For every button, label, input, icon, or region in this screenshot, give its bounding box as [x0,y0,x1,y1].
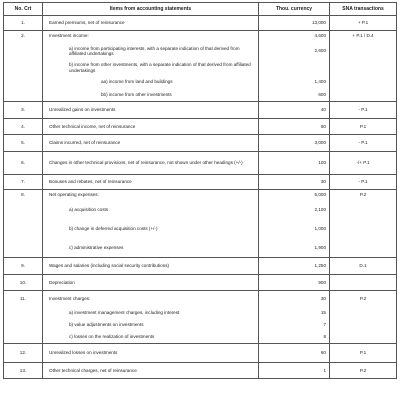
row-values [259,258,330,275]
item-value: 1,900 [314,244,326,250]
row-values [259,102,330,119]
item-value: 30 [320,295,326,301]
item-text: bb) income from other investments [101,92,172,98]
sna-value: -/+ P.1 [356,160,370,166]
row-sna [330,275,397,291]
sna-value: + P.1 [357,20,369,26]
row-sna [330,363,397,379]
row-values [259,31,330,102]
row-items [43,258,259,275]
table-row [4,363,397,379]
sna-value: + P.1 / D.4 [352,33,374,39]
item-value: 5,000 [314,192,326,198]
item-text: Claims incurred, net of reinsurance [49,140,121,146]
sna-value: - P.1 [358,140,368,146]
row-items [43,275,259,291]
item-value: 1,000 [314,225,326,231]
row-number: 4. [4,119,43,135]
row-number: 8. [4,190,43,258]
item-text: Depreciation [49,279,75,285]
item-value: 2,100 [314,206,326,212]
row-values [259,344,330,363]
sna-value: P.2 [359,295,367,301]
table-row [4,135,397,152]
sna-value: P.1 [359,350,367,356]
item-text: c) administrative expenses [69,244,124,250]
item-value: 50 [320,123,326,129]
item-value: 100 [318,160,326,166]
sna-value: D.1 [359,263,367,269]
item-value: 2,600 [314,48,326,54]
row-sna [330,135,397,152]
row-sna [330,175,397,190]
row-items [43,31,259,102]
row-items [43,344,259,363]
sna-value: P.1 [359,123,367,129]
item-value: 40 [320,107,326,113]
table-row [4,152,397,175]
row-values [259,175,330,190]
item-text: b) change in deferred acquisition costs (+/-) [69,225,158,231]
row-number: 5. [4,135,43,152]
table-header-row [4,3,397,16]
row-number: 12. [4,344,43,363]
row-sna [330,152,397,175]
sna-value: - P.1 [358,107,368,113]
header-no: No. Crt [4,3,43,16]
item-text: c) losses on the realization of investments [69,334,155,340]
item-value: 15 [320,309,326,315]
item-value: 8 [323,334,326,340]
row-items [43,135,259,152]
row-number: 6. [4,152,43,175]
sna-value: P.2 [359,367,367,373]
row-items [43,119,259,135]
row-values [259,152,330,175]
item-value: 600 [318,92,326,98]
table-row [4,119,397,135]
item-value: 4,600 [314,33,326,39]
item-text: b) income from other investments, with a separate indication of that derived from affiliated undertakings [69,62,251,73]
item-value: 7 [323,322,326,328]
row-sna [330,102,397,119]
table-row [4,190,397,258]
item-text: Other technical income, net of reinsurance [49,123,136,129]
row-sna [330,190,397,258]
row-sna [330,258,397,275]
row-sna [330,16,397,31]
sna-value: - P.1 [358,179,368,185]
row-sna [330,31,397,102]
row-items [43,102,259,119]
row-sna [330,344,397,363]
row-sna [330,291,397,344]
item-value: 1 [323,367,326,373]
item-text: Unrealized gains on investments [49,107,116,113]
table-body [4,16,397,379]
row-items [43,152,259,175]
item-text: Net operating expenses: [49,192,99,198]
row-number: 11. [4,291,43,344]
item-value: 900 [318,279,326,285]
item-value: 60 [320,350,326,356]
row-values [259,190,330,258]
row-sna [330,119,397,135]
row-values [259,291,330,344]
row-values [259,16,330,31]
row-items [43,16,259,31]
table-row [4,102,397,119]
item-text: Bonuses and rebates, net of reinsurance [49,179,132,185]
row-items [43,175,259,190]
row-items [43,190,259,258]
item-text: Investment income: [49,33,89,39]
header-sna: SNA transactions [330,3,397,16]
table-row [4,291,397,344]
item-value: 13,000 [311,20,326,26]
table-row [4,258,397,275]
accounting-table [3,2,397,379]
header-currency: Thou. currency [259,3,330,16]
row-values [259,119,330,135]
row-items [43,363,259,379]
row-number: 2. [4,31,43,102]
row-values [259,363,330,379]
table-row [4,16,397,31]
item-text: a) acquisition costs [69,206,109,212]
item-value: 30 [320,179,326,185]
table-row [4,275,397,291]
table-row [4,175,397,190]
item-text: a) investment management charges, including interest [69,309,180,315]
row-number: 3. [4,102,43,119]
item-text: Other technical charges, net of reinsurance [49,367,137,373]
item-value: 1,400 [314,78,326,84]
item-value [261,61,326,74]
table-row [4,31,397,102]
item-text: a) income from participating interests, with a separate indication of that derived from affiliated undertakings [69,45,240,56]
row-number: 1. [4,16,43,31]
item-value: 3,000 [314,140,326,146]
item-text: Investment charges: [49,295,91,301]
row-number: 9. [4,258,43,275]
row-values [259,135,330,152]
item-text: aa) income from land and buildings [101,78,173,84]
header-items: Items from accounting statements [43,3,259,16]
item-text: b) value adjustments on investments [69,322,144,328]
row-items [43,291,259,344]
sna-value [332,275,394,290]
item-value: 1,250 [314,263,326,269]
item-text: Changes in other technical provisions, net of reinsurance, not shown under other headings (+/-) [49,160,243,166]
row-number: 13. [4,363,43,379]
row-values [259,275,330,291]
item-text: Wages and salaries (including social security contributions) [49,263,170,269]
item-text: Unrealized losses on investments [49,350,118,356]
row-number: 10. [4,275,43,291]
sna-value: P.2 [359,192,367,198]
row-number: 7. [4,175,43,190]
item-text: Earned premiums, net of reinsurance [49,20,125,26]
table-row [4,344,397,363]
